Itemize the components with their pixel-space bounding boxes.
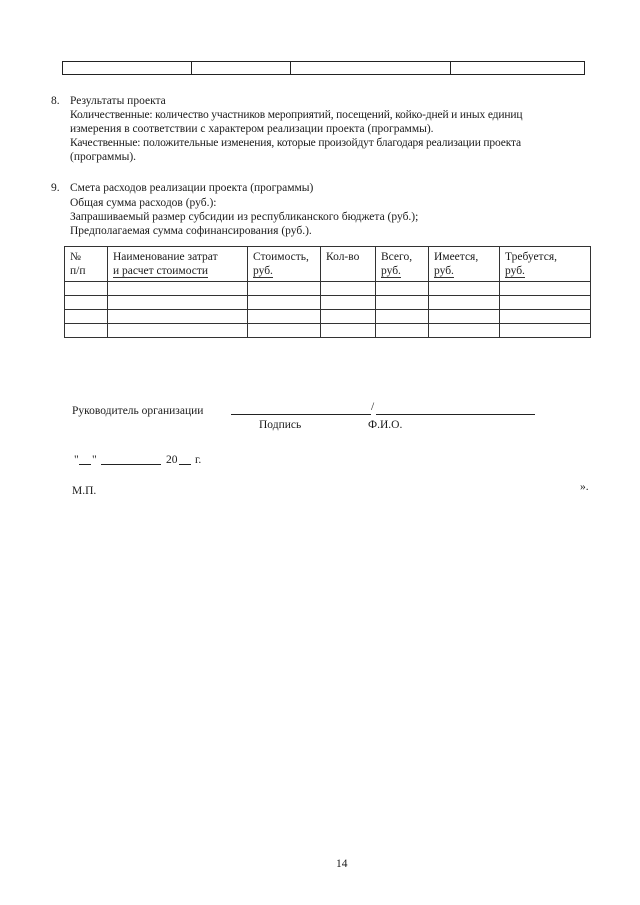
section-8-quantitative-line2: измерения в соответствии с характером реализации проекта (программы).	[70, 123, 434, 135]
table-row	[65, 310, 591, 324]
header-cell-quantity: Кол-во	[321, 247, 376, 282]
date-quote-close: "	[92, 454, 97, 466]
date-quote-open: "	[74, 454, 79, 466]
date-year-line	[179, 464, 191, 465]
section-9-cofinance: Предполагаемая сумма софинансирования (руб.).	[70, 225, 312, 237]
table-row	[65, 296, 591, 310]
previous-table-fragment	[62, 61, 585, 75]
table-divider	[450, 62, 451, 74]
header-cell-cost: Стоимость, руб.	[248, 247, 321, 282]
section-9-subsidy: Запрашиваемый размер субсидии из республиканского бюджета (руб.);	[70, 211, 419, 223]
header-cell-total: Всего, руб.	[376, 247, 429, 282]
header-cell-name: Наименование затрат и расчет стоимости	[108, 247, 248, 282]
header-cell-required: Требуется, руб.	[500, 247, 591, 282]
section-8-quantitative-line1: Количественные: количество участников мероприятий, посещений, койко-дней и иных единиц	[70, 109, 523, 121]
header-cell-available: Имеется, руб.	[429, 247, 500, 282]
signature-line	[231, 414, 371, 415]
header-cell-number: № п/п	[65, 247, 108, 282]
signature-caption: Подпись	[259, 419, 302, 431]
name-caption: Ф.И.О.	[368, 419, 403, 431]
table-divider	[290, 62, 291, 74]
date-year-prefix: 20	[166, 454, 178, 466]
section-8-qualitative-line2: (программы).	[70, 151, 137, 163]
date-day-line	[79, 464, 91, 465]
signature-label: Руководитель организации	[72, 405, 204, 417]
page-number: 14	[336, 858, 348, 870]
stamp-label: М.П.	[72, 485, 97, 497]
name-line	[376, 414, 535, 415]
budget-table	[64, 246, 591, 338]
signature-slash: /	[371, 401, 375, 413]
closing-quote: ».	[580, 481, 589, 493]
table-row	[65, 282, 591, 296]
section-9-title: Смета расходов реализации проекта (программы)	[70, 182, 314, 194]
date-suffix: г.	[195, 454, 202, 466]
section-9-total: Общая сумма расходов (руб.):	[70, 197, 217, 209]
table-row	[65, 324, 591, 338]
section-9-number: 9.	[51, 182, 60, 194]
table-divider	[191, 62, 192, 74]
section-8-number: 8.	[51, 95, 60, 107]
budget-table-header-row	[65, 247, 591, 282]
section-8-qualitative-line1: Качественные: положительные изменения, которые произойдут благодаря реализации проекта	[70, 137, 521, 149]
date-month-line	[101, 464, 161, 465]
section-8-title: Результаты проекта	[70, 95, 166, 107]
